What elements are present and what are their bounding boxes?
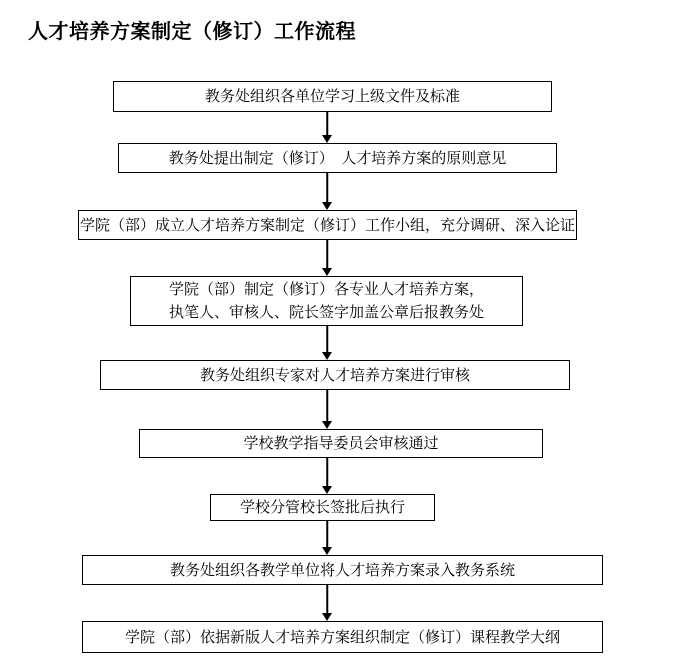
flow-step-2-label: 教务处提出制定（修订） 人才培养方案的原则意见 bbox=[168, 148, 507, 167]
flow-step-9-label: 学院（部）依据新版人才培养方案组织制定（修订）课程教学大纲 bbox=[124, 627, 560, 646]
flow-step-5 bbox=[100, 360, 570, 390]
flow-step-6 bbox=[139, 429, 543, 458]
arrow-shaft bbox=[326, 240, 328, 269]
flow-step-2 bbox=[118, 143, 557, 173]
arrow-head-icon bbox=[322, 268, 332, 276]
flow-step-4-label-line-1: 学院（部）制定（修订）各专业人才培养方案， bbox=[168, 280, 484, 298]
flow-step-6-label: 学校教学指导委员会审核通过 bbox=[243, 434, 439, 452]
arrow-head-icon bbox=[322, 613, 332, 621]
arrow-shaft bbox=[326, 326, 328, 353]
connector-arrow-down-4 bbox=[321, 326, 333, 360]
page-title: 人才培养方案制定（修订）工作流程 bbox=[28, 19, 356, 43]
arrow-head-icon bbox=[322, 421, 332, 429]
arrow-shaft bbox=[326, 112, 328, 136]
flow-step-3 bbox=[78, 210, 577, 240]
flow-step-9 bbox=[82, 621, 603, 653]
connector-arrow-down-7 bbox=[321, 521, 333, 555]
flow-step-3-label: 学院（部）成立人才培养方案制定（修订）工作小组，充分调研、深入论证 bbox=[79, 215, 575, 234]
arrow-head-icon bbox=[322, 486, 332, 494]
arrow-head-icon bbox=[322, 547, 332, 555]
connector-arrow-down-5 bbox=[321, 390, 333, 429]
arrow-shaft bbox=[326, 521, 328, 548]
flow-step-1-label: 教务处组织各单位学习上级文件及标准 bbox=[204, 87, 460, 105]
flow-step-8 bbox=[82, 555, 603, 585]
arrow-shaft bbox=[326, 458, 328, 487]
arrow-shaft bbox=[326, 173, 328, 203]
flow-step-7 bbox=[210, 494, 435, 521]
arrow-shaft bbox=[326, 585, 328, 614]
arrow-head-icon bbox=[322, 135, 332, 143]
connector-arrow-down-8 bbox=[321, 585, 333, 621]
flow-step-4 bbox=[130, 276, 523, 326]
connector-arrow-down-1 bbox=[321, 112, 333, 143]
arrow-head-icon bbox=[322, 202, 332, 210]
flow-step-8-label: 教务处组织各教学单位将人才培养方案录入教务系统 bbox=[169, 560, 515, 579]
connector-arrow-down-2 bbox=[321, 173, 333, 210]
flow-step-4-label-line-2: 执笔人、审核人、院长签字加盖公章后报教务处 bbox=[168, 303, 484, 321]
arrow-shaft bbox=[326, 390, 328, 422]
flow-step-1 bbox=[113, 81, 552, 112]
flow-step-5-label: 教务处组织专家对人才培养方案进行审核 bbox=[199, 365, 470, 384]
flow-step-7-label: 学校分管校长签批后执行 bbox=[239, 498, 405, 516]
connector-arrow-down-6 bbox=[321, 458, 333, 494]
arrow-head-icon bbox=[322, 352, 332, 360]
connector-arrow-down-3 bbox=[321, 240, 333, 276]
